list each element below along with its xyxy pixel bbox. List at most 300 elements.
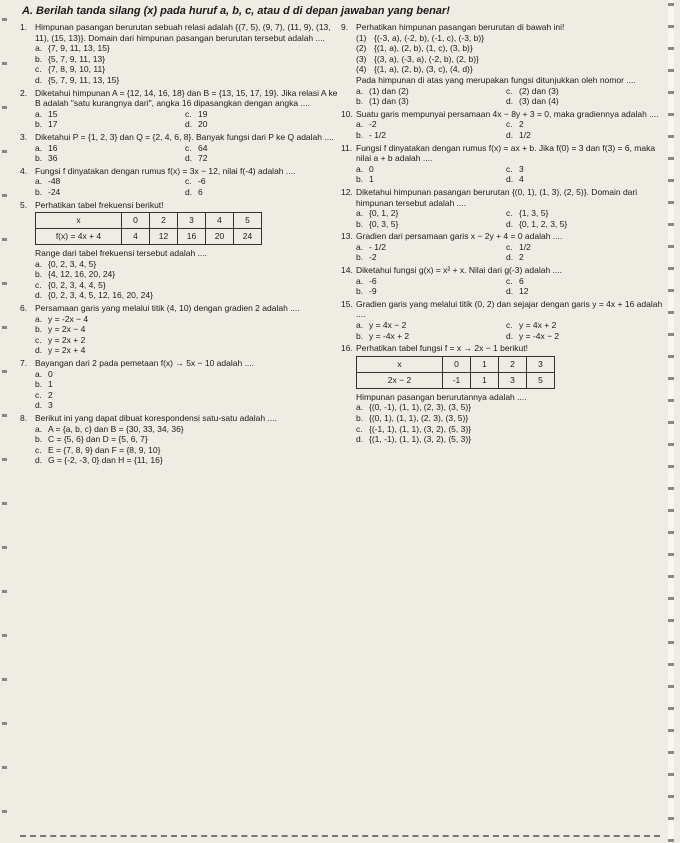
instruction-header: A. Berilah tanda silang (x) pada huruf a, b, c, atau d di depan jawaban yang benar! xyxy=(22,5,450,17)
option-text: A = {a, b, c} dan B = {30, 33, 34, 36} xyxy=(48,423,184,434)
question-3 xyxy=(20,132,338,164)
option-text: 0 xyxy=(48,368,53,379)
question-header xyxy=(341,22,671,33)
answer-option[interactable] xyxy=(20,369,338,380)
question-header xyxy=(341,187,671,208)
question-14 xyxy=(341,265,671,297)
statement-item xyxy=(341,43,671,54)
question-header xyxy=(341,343,671,354)
option-letter: d. xyxy=(185,186,193,197)
answer-option[interactable] xyxy=(506,331,646,342)
option-letter: c. xyxy=(35,334,42,345)
question-number: 2. xyxy=(20,87,28,98)
question-subtext: Himpunan pasangan berurutannya adalah .... xyxy=(356,391,527,402)
question-5 xyxy=(20,200,338,302)
statement-number: (1) xyxy=(356,32,367,43)
answer-option[interactable] xyxy=(506,242,646,253)
option-text: 1/2 xyxy=(519,129,531,140)
question-header xyxy=(341,265,671,276)
option-letter: a. xyxy=(35,368,43,379)
answer-option[interactable] xyxy=(506,286,646,297)
left-column xyxy=(20,22,338,468)
answer-option[interactable] xyxy=(185,109,325,120)
answer-option[interactable] xyxy=(341,402,671,413)
option-letter: b. xyxy=(35,186,43,197)
table-cell: 0 xyxy=(443,356,471,372)
answer-option[interactable] xyxy=(185,143,325,154)
question-text: Suatu garis mempunyai persamaan 4x − 8y + 3 = 0, maka gradiennya adalah .... xyxy=(356,108,659,119)
option-letter: d. xyxy=(506,252,514,263)
option-letter: b. xyxy=(35,324,43,335)
option-letter: b. xyxy=(356,330,364,341)
question-text: Bayangan dari 2 pada pemetaan f(x) → 5x − 10 adalah .... xyxy=(35,358,255,369)
table-cell: 3 xyxy=(178,213,206,229)
option-grid xyxy=(341,242,671,263)
table-cell: 1 xyxy=(471,356,499,372)
option-letter: a. xyxy=(35,258,43,269)
question-10 xyxy=(341,109,671,141)
option-letter: a. xyxy=(356,119,364,130)
question-text: Diketahui himpunan A = {12, 14, 16, 18} dan B = {13, 15, 17, 19}. Jika relasi A ke B adalah "satu kurangnya dari", angka 16 dipasangkan dengan angka .... xyxy=(35,87,338,109)
option-grid xyxy=(341,164,671,185)
statement-number: (2) xyxy=(356,43,367,54)
option-text: 12 xyxy=(519,286,529,297)
option-letter: d. xyxy=(356,434,364,445)
binding-edge-left xyxy=(2,0,7,843)
option-letter: a. xyxy=(356,320,364,331)
statement-text: {(1, a), (2, b), (3, c), (4, d)} xyxy=(374,64,473,75)
option-letter: c. xyxy=(185,142,192,153)
answer-option[interactable] xyxy=(20,324,338,335)
question-13 xyxy=(341,231,671,263)
option-text: y = -4x − 2 xyxy=(519,330,560,341)
question-9 xyxy=(341,22,671,107)
table-cell: 2 xyxy=(150,213,178,229)
frequency-table xyxy=(356,356,555,389)
option-text: 0 xyxy=(369,163,374,174)
answer-option[interactable] xyxy=(356,252,506,263)
answer-option[interactable] xyxy=(506,86,646,97)
option-grid xyxy=(341,320,671,341)
option-text: 17 xyxy=(48,119,58,130)
option-text: {0, 2, 3, 4, 4, 5} xyxy=(48,279,106,290)
answer-option[interactable] xyxy=(506,174,646,185)
option-letter: c. xyxy=(506,320,513,331)
question-subtext: Pada himpunan di atas yang merupakan fungsi ditunjukkan oleh nomor .... xyxy=(356,74,636,85)
answer-option[interactable] xyxy=(356,331,506,342)
binding-edge-right xyxy=(668,0,674,843)
table-cell: 20 xyxy=(206,229,234,245)
question-header xyxy=(341,299,671,320)
option-letter: c. xyxy=(506,241,513,252)
answer-option[interactable] xyxy=(356,119,506,130)
option-letter: d. xyxy=(185,119,193,130)
option-grid xyxy=(341,86,671,107)
answer-option[interactable] xyxy=(185,187,325,198)
table-cell: 3 xyxy=(499,372,527,388)
answer-option[interactable] xyxy=(506,130,646,141)
question-1 xyxy=(20,22,338,86)
answer-option[interactable] xyxy=(20,75,338,86)
option-text: 1 xyxy=(369,174,374,185)
option-text: {(0, -1), (1, 1), (2, 3), (3, 5)} xyxy=(369,402,472,413)
option-letter: a. xyxy=(35,313,43,324)
table-cell: -1 xyxy=(443,372,471,388)
option-grid xyxy=(20,143,338,164)
option-letter: a. xyxy=(356,163,364,174)
option-text: 3 xyxy=(48,400,53,411)
answer-option[interactable] xyxy=(356,96,506,107)
answer-option[interactable] xyxy=(356,130,506,141)
option-text: C = {5, 6} dan D = {5, 6, 7} xyxy=(48,434,148,445)
table-cell: 5 xyxy=(527,372,555,388)
option-text: 36 xyxy=(48,153,58,164)
answer-option[interactable] xyxy=(185,176,325,187)
option-text: 64 xyxy=(198,142,208,153)
answer-option[interactable] xyxy=(356,286,506,297)
answer-option[interactable] xyxy=(20,269,338,280)
answer-option[interactable] xyxy=(20,259,338,270)
option-text: (2) dan (3) xyxy=(519,85,559,96)
option-text: 2 xyxy=(519,252,524,263)
question-2 xyxy=(20,88,338,130)
option-letter: c. xyxy=(35,64,42,75)
answer-option[interactable] xyxy=(341,424,671,435)
answer-option[interactable] xyxy=(20,445,338,456)
option-text: -2 xyxy=(369,252,377,263)
question-number: 7. xyxy=(20,358,28,369)
option-text: {(1, -1), (1, 1), (3, 2), (5, 3)} xyxy=(369,434,472,445)
table-row xyxy=(36,229,262,245)
question-text: Perhatikan tabel fungsi f = x → 2x − 1 berikut! xyxy=(356,343,528,354)
answer-option[interactable] xyxy=(506,96,646,107)
answer-option[interactable] xyxy=(341,413,671,424)
option-letter: c. xyxy=(506,275,513,286)
answer-option[interactable] xyxy=(35,119,185,130)
answer-option[interactable] xyxy=(20,290,338,301)
statement-item xyxy=(341,64,671,75)
question-header xyxy=(20,88,338,109)
answer-option[interactable] xyxy=(20,390,338,401)
answer-option[interactable] xyxy=(506,119,646,130)
answer-option[interactable] xyxy=(20,434,338,445)
question-number: 8. xyxy=(20,413,28,423)
table-row xyxy=(357,372,555,388)
option-text: -6 xyxy=(369,275,377,286)
option-letter: d. xyxy=(506,330,514,341)
option-letter: c. xyxy=(506,119,513,130)
option-letter: a. xyxy=(35,423,43,434)
frequency-table xyxy=(35,212,262,245)
option-letter: a. xyxy=(356,208,364,219)
option-text: {0, 1, 2, 3, 5} xyxy=(519,218,568,229)
question-number: 10. xyxy=(341,108,353,119)
question-text: Persamaan garis yang melalui titik (4, 10) dengan gradien 2 adalah .... xyxy=(35,303,300,314)
answer-option[interactable] xyxy=(35,143,185,154)
table-cell: 12 xyxy=(150,229,178,245)
answer-option[interactable] xyxy=(20,335,338,346)
option-text: y = -2x − 4 xyxy=(48,313,89,324)
table-cell: 24 xyxy=(234,229,262,245)
statement-number: (4) xyxy=(356,64,367,75)
option-text: 4 xyxy=(519,174,524,185)
answer-option[interactable] xyxy=(356,86,506,97)
option-text: - 1/2 xyxy=(369,241,387,252)
answer-option[interactable] xyxy=(35,153,185,164)
option-letter: b. xyxy=(356,218,364,229)
option-letter: d. xyxy=(35,345,43,356)
option-text: G = {-2, -3, 0} dan H = {11, 16} xyxy=(48,455,163,466)
option-letter: b. xyxy=(356,96,364,107)
option-letter: c. xyxy=(185,176,192,187)
option-letter: b. xyxy=(35,119,43,130)
option-letter: c. xyxy=(35,389,42,400)
option-text: - 1/2 xyxy=(369,129,387,140)
question-number: 12. xyxy=(341,186,353,197)
statement-text: {(3, a), (-3, a), (-2, b), (2, b)} xyxy=(374,53,479,64)
question-header xyxy=(341,231,671,242)
option-grid xyxy=(20,109,338,130)
option-text: 6 xyxy=(519,275,524,286)
option-letter: a. xyxy=(35,142,43,153)
option-letter: d. xyxy=(506,174,514,185)
option-letter: c. xyxy=(506,208,513,219)
question-6 xyxy=(20,303,338,356)
question-text: Fungsi f dinyatakan dengan rumus f(x) = ax + b. Jika f(0) = 3 dan f(3) = 6, maka nilai a + b adalah .... xyxy=(356,142,656,164)
option-text: {1, 3, 5} xyxy=(519,208,549,219)
option-letter: b. xyxy=(35,269,43,280)
question-4 xyxy=(20,166,338,198)
cut-line xyxy=(20,835,660,837)
question-text: Perhatikan tabel frekuensi berikut! xyxy=(35,199,164,210)
question-text: Diketahui P = {1, 2, 3} dan Q = {2, 4, 6, 8}. Banyak fungsi dari P ke Q adalah .... xyxy=(35,131,334,142)
option-text: y = 2x + 4 xyxy=(48,345,86,356)
answer-option[interactable] xyxy=(20,424,338,435)
option-letter: a. xyxy=(35,108,43,119)
option-letter: a. xyxy=(356,85,364,96)
question-header xyxy=(341,143,671,164)
answer-option[interactable] xyxy=(356,174,506,185)
option-text: y = 2x − 4 xyxy=(48,324,86,335)
option-letter: b. xyxy=(356,129,364,140)
answer-option[interactable] xyxy=(35,109,185,120)
question-header xyxy=(20,166,338,177)
question-number: 1. xyxy=(20,22,28,32)
option-text: -6 xyxy=(198,176,206,187)
option-letter: a. xyxy=(356,241,364,252)
table-row xyxy=(36,213,262,229)
option-text: E = {7, 8, 9} dan F = {8, 9, 10} xyxy=(48,444,161,455)
question-number: 5. xyxy=(20,199,28,210)
option-text: y = -4x + 2 xyxy=(369,330,410,341)
answer-option[interactable] xyxy=(20,455,338,466)
option-letter: d. xyxy=(506,218,514,229)
option-letter: b. xyxy=(356,413,364,423)
answer-option[interactable] xyxy=(506,320,646,331)
question-text: Gradien dari persamaan garis x − 2y + 4 = 0 adalah .... xyxy=(356,231,563,242)
question-15 xyxy=(341,299,671,341)
option-text: 16 xyxy=(48,142,58,153)
answer-option[interactable] xyxy=(35,187,185,198)
option-text: 72 xyxy=(198,153,208,164)
question-number: 13. xyxy=(341,231,353,242)
option-letter: b. xyxy=(356,286,364,297)
option-text: 15 xyxy=(48,108,58,119)
option-text: {7, 8, 9, 10, 11} xyxy=(48,64,106,75)
answer-option[interactable] xyxy=(356,276,506,287)
table-cell: 3 xyxy=(527,356,555,372)
table-cell: 1 xyxy=(471,372,499,388)
answer-option[interactable] xyxy=(185,153,325,164)
question-subtext: Range dari tabel frekuensi tersebut adalah .... xyxy=(35,248,207,259)
table-cell: x xyxy=(36,213,122,229)
option-text: 2 xyxy=(48,389,53,400)
question-text: Berikut ini yang dapat dibuat korespondensi satu-satu adalah .... xyxy=(35,413,277,423)
table-cell: 16 xyxy=(178,229,206,245)
option-letter: b. xyxy=(356,174,364,185)
table-cell: 5 xyxy=(234,213,262,229)
option-letter: a. xyxy=(35,43,43,54)
table-row xyxy=(357,356,555,372)
statement-text: {(1, a), (2, b), (1, c), (3, b)} xyxy=(374,43,473,54)
answer-option[interactable] xyxy=(356,164,506,175)
question-header xyxy=(20,132,338,143)
answer-option[interactable] xyxy=(341,434,671,445)
option-text: y = 4x − 2 xyxy=(369,320,407,331)
statement-text: {(-3, a), (-2, b), (-1, c), (-3, b)} xyxy=(374,32,485,43)
answer-option[interactable] xyxy=(506,164,646,175)
option-letter: c. xyxy=(506,163,513,174)
option-text: 3 xyxy=(519,163,524,174)
answer-option[interactable] xyxy=(185,119,325,130)
option-letter: d. xyxy=(35,74,43,85)
answer-option[interactable] xyxy=(20,314,338,325)
question-header xyxy=(20,413,338,424)
option-letter: c. xyxy=(506,85,513,96)
question-11 xyxy=(341,143,671,185)
question-header xyxy=(20,358,338,369)
option-letter: b. xyxy=(356,252,364,263)
option-grid xyxy=(341,276,671,297)
option-letter: c. xyxy=(35,279,42,290)
option-text: y = 2x + 2 xyxy=(48,334,86,345)
answer-option[interactable] xyxy=(506,252,646,263)
question-16 xyxy=(341,343,671,445)
answer-option[interactable] xyxy=(20,345,338,356)
option-text: {7, 9, 11, 13, 15} xyxy=(48,43,110,54)
option-text: (1) dan (2) xyxy=(369,85,409,96)
option-text: 1 xyxy=(48,379,53,390)
option-text: {(0, 1), (1, 1), (2, 3), (3, 5)} xyxy=(369,413,469,423)
table-cell: 2 xyxy=(499,356,527,372)
question-header xyxy=(20,22,338,43)
option-text: {0, 2, 3, 4, 5} xyxy=(48,258,97,269)
option-text: {(-1, 1), (1, 1), (3, 2), (5, 3)} xyxy=(369,423,472,434)
question-header xyxy=(341,109,671,120)
option-text: {0, 2, 3, 4, 5, 12, 16, 20, 24} xyxy=(48,290,153,301)
option-letter: c. xyxy=(185,108,192,119)
option-letter: d. xyxy=(35,290,43,301)
option-grid xyxy=(341,208,671,229)
question-number: 9. xyxy=(341,22,349,32)
option-letter: d. xyxy=(506,96,514,107)
option-text: 6 xyxy=(198,186,203,197)
option-text: {4, 12, 16, 20, 24} xyxy=(48,269,116,280)
answer-option[interactable] xyxy=(20,43,338,54)
option-letter: b. xyxy=(35,379,43,390)
option-letter: a. xyxy=(356,275,364,286)
table-cell: x xyxy=(357,356,443,372)
option-letter: d. xyxy=(506,129,514,140)
question-number: 16. xyxy=(341,343,353,354)
answer-option[interactable] xyxy=(20,400,338,411)
option-letter: a. xyxy=(356,402,364,413)
option-text: -2 xyxy=(369,119,377,130)
answer-option[interactable] xyxy=(20,54,338,65)
option-text: -9 xyxy=(369,286,377,297)
table-cell: 4 xyxy=(122,229,150,245)
question-text: Perhatikan himpunan pasangan berurutan di bawah ini! xyxy=(356,22,565,32)
statement-item xyxy=(341,54,671,65)
question-8 xyxy=(20,413,338,466)
question-number: 6. xyxy=(20,303,28,314)
option-letter: c. xyxy=(35,444,42,455)
answer-option[interactable] xyxy=(506,208,646,219)
answer-option[interactable] xyxy=(356,242,506,253)
option-letter: d. xyxy=(35,455,43,466)
option-grid xyxy=(20,176,338,197)
answer-option[interactable] xyxy=(356,320,506,331)
option-text: (1) dan (3) xyxy=(369,96,409,107)
answer-option[interactable] xyxy=(356,208,506,219)
answer-option[interactable] xyxy=(20,64,338,75)
option-letter: b. xyxy=(35,53,43,64)
question-text: Fungsi f dinyatakan dengan rumus f(x) = 3x − 12, nilai f(-4) adalah .... xyxy=(35,165,296,176)
question-text: Gradien garis yang melalui titik (0, 2) dan sejajar dengan garis y = 4x + 16 adalah .... xyxy=(356,298,663,320)
statement-number: (3) xyxy=(356,53,367,64)
option-grid xyxy=(341,119,671,140)
table-cell: f(x) = 4x + 4 xyxy=(36,229,122,245)
option-text: (3) dan (4) xyxy=(519,96,559,107)
answer-option[interactable] xyxy=(20,379,338,390)
table-cell: 0 xyxy=(122,213,150,229)
answer-option[interactable] xyxy=(506,219,646,230)
question-text: Himpunan pasangan berurutan sebuah relasi adalah {(7, 5), (9, 7), (11, 9), (13, 11), (15, 13)}. Domain dari himpunan pasangan berurutan tersebut adalah .... xyxy=(35,22,331,43)
option-text: -48 xyxy=(48,176,61,187)
option-letter: c. xyxy=(356,423,363,434)
question-7 xyxy=(20,358,338,411)
option-letter: d. xyxy=(35,400,43,411)
question-number: 14. xyxy=(341,265,353,276)
option-text: -24 xyxy=(48,186,61,197)
question-12 xyxy=(341,187,671,229)
question-number: 3. xyxy=(20,131,28,142)
answer-option[interactable] xyxy=(506,276,646,287)
question-text: Diketahui fungsi g(x) = x² + x. Nilai dari g(-3) adalah .... xyxy=(356,265,562,276)
option-letter: d. xyxy=(506,286,514,297)
answer-option[interactable] xyxy=(20,280,338,291)
option-text: y = 4x + 2 xyxy=(519,320,557,331)
answer-option[interactable] xyxy=(35,176,185,187)
option-letter: d. xyxy=(185,153,193,164)
question-header xyxy=(20,303,338,314)
question-number: 15. xyxy=(341,298,353,309)
option-text: {5, 7, 9, 11, 13, 15} xyxy=(48,74,120,85)
option-text: 1/2 xyxy=(519,241,531,252)
option-text: {5, 7, 9, 11, 13} xyxy=(48,53,106,64)
question-number: 4. xyxy=(20,165,28,176)
answer-option[interactable] xyxy=(356,219,506,230)
